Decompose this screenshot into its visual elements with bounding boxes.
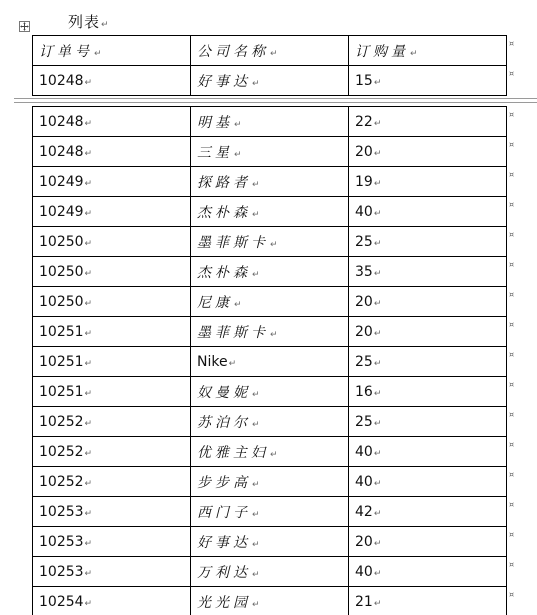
company-cell-text: 好事达 xyxy=(197,73,251,90)
cell-end-mark: ↵ xyxy=(84,298,93,309)
cell-end-mark: ↵ xyxy=(84,118,93,129)
company-cell[interactable] xyxy=(191,497,349,527)
quantity-cell-text: 25 xyxy=(355,413,373,430)
cell-end-mark: ↵ xyxy=(84,448,93,459)
company-cell[interactable] xyxy=(191,197,349,227)
cell-end-mark: ↵ xyxy=(84,328,93,339)
company-cell-text: 明基 xyxy=(197,114,233,131)
cell-end-mark: ↵ xyxy=(84,148,93,159)
cell-end-mark: ↵ xyxy=(373,358,382,369)
table-row xyxy=(33,527,507,557)
header-cell-company-text: 公司名称 xyxy=(197,43,269,60)
quantity-cell[interactable] xyxy=(349,467,507,497)
quantity-cell[interactable] xyxy=(349,167,507,197)
cell-end-mark: ↵ xyxy=(373,328,382,339)
row-end-mark: ¤ xyxy=(509,199,515,209)
order-id-cell[interactable] xyxy=(33,557,191,587)
cell-end-mark: ↵ xyxy=(84,598,93,609)
order-id-cell[interactable] xyxy=(33,317,191,347)
order-id-cell[interactable] xyxy=(33,407,191,437)
cell-end-mark: ↵ xyxy=(252,539,260,550)
row-end-mark: ¤ xyxy=(509,379,515,389)
quantity-cell[interactable] xyxy=(349,66,507,96)
row-end-mark: ¤ xyxy=(509,68,515,78)
company-cell[interactable] xyxy=(191,347,349,377)
order-id-cell-text: 10253 xyxy=(39,503,84,520)
order-id-cell-text: 10251 xyxy=(39,323,84,340)
company-cell-text: 步步高 xyxy=(197,474,251,491)
cell-end-mark: ↵ xyxy=(373,598,382,609)
order-id-cell[interactable] xyxy=(33,347,191,377)
company-cell-text: 杰朴森 xyxy=(197,264,251,281)
cell-end-mark: ↵ xyxy=(373,508,382,519)
table-row xyxy=(33,467,507,497)
table-row xyxy=(33,317,507,347)
quantity-cell[interactable] xyxy=(349,107,507,137)
table-row xyxy=(33,227,507,257)
cell-end-mark: ↵ xyxy=(84,77,93,88)
cell-end-mark: ↵ xyxy=(84,358,93,369)
cell-end-mark: ↵ xyxy=(270,449,278,460)
row-end-mark: ¤ xyxy=(509,259,515,269)
company-cell[interactable] xyxy=(191,407,349,437)
order-id-cell-text: 10248 xyxy=(39,72,84,89)
row-end-mark: ¤ xyxy=(509,109,515,119)
table-row xyxy=(33,107,507,137)
cell-end-mark: ↵ xyxy=(84,178,93,189)
order-id-cell[interactable] xyxy=(33,167,191,197)
row-end-mark: ¤ xyxy=(509,139,515,149)
table-row xyxy=(33,437,507,467)
quantity-cell[interactable] xyxy=(349,407,507,437)
company-cell[interactable] xyxy=(191,137,349,167)
cell-end-mark: ↵ xyxy=(252,269,260,280)
order-id-cell-text: 10249 xyxy=(39,203,84,220)
company-cell-text: 探路者 xyxy=(197,174,251,191)
paragraph-mark: ↵ xyxy=(101,20,110,30)
company-cell[interactable] xyxy=(191,227,349,257)
quantity-cell-text: 40 xyxy=(355,203,373,220)
cell-end-mark: ↵ xyxy=(252,599,260,610)
quantity-cell[interactable] xyxy=(349,257,507,287)
company-cell[interactable] xyxy=(191,467,349,497)
quantity-cell-text: 20 xyxy=(355,293,373,310)
row-end-mark: ¤ xyxy=(509,559,515,569)
company-cell-text: 优雅主妇 xyxy=(197,444,269,461)
order-id-cell-text: 10248 xyxy=(39,143,84,160)
cell-end-mark: ↵ xyxy=(373,298,382,309)
order-id-cell-text: 10248 xyxy=(39,113,84,130)
quantity-cell[interactable] xyxy=(349,437,507,467)
move-arrows-icon xyxy=(20,22,29,31)
cell-end-mark: ↵ xyxy=(84,208,93,219)
cell-end-mark: ↵ xyxy=(252,78,260,89)
quantity-cell-text: 42 xyxy=(355,503,373,520)
table-row xyxy=(33,557,507,587)
quantity-cell-text: 40 xyxy=(355,563,373,580)
cell-end-mark: ↵ xyxy=(373,178,382,189)
company-cell[interactable] xyxy=(191,287,349,317)
cell-end-mark: ↵ xyxy=(373,208,382,219)
cell-end-mark: ↵ xyxy=(373,448,382,459)
order-id-cell[interactable] xyxy=(33,107,191,137)
quantity-cell[interactable] xyxy=(349,557,507,587)
table-row xyxy=(33,137,507,167)
company-cell-text: 杰朴森 xyxy=(197,204,251,221)
quantity-cell-text: 35 xyxy=(355,263,373,280)
quantity-cell[interactable] xyxy=(349,137,507,167)
row-end-mark: ¤ xyxy=(509,589,515,599)
quantity-cell-text: 40 xyxy=(355,443,373,460)
cell-end-mark: ↵ xyxy=(373,538,382,549)
company-cell[interactable] xyxy=(191,107,349,137)
table-header-row xyxy=(33,36,507,66)
row-end-mark: ¤ xyxy=(509,529,515,539)
order-id-cell[interactable] xyxy=(33,467,191,497)
cell-end-mark: ↵ xyxy=(252,509,260,520)
header-cell-order-id[interactable] xyxy=(33,36,191,66)
row-end-mark: ¤ xyxy=(509,38,515,48)
table-row xyxy=(33,377,507,407)
quantity-cell-text: 25 xyxy=(355,233,373,250)
cell-end-mark: ↵ xyxy=(270,239,278,250)
order-table-part-1 xyxy=(32,35,507,96)
page-break-line-top xyxy=(14,98,537,99)
cell-end-mark: ↵ xyxy=(373,77,382,88)
cell-end-mark: ↵ xyxy=(252,419,260,430)
row-end-mark: ¤ xyxy=(509,289,515,299)
order-id-cell[interactable] xyxy=(33,197,191,227)
cell-end-mark: ↵ xyxy=(270,48,278,59)
order-id-cell-text: 10252 xyxy=(39,413,84,430)
company-cell[interactable] xyxy=(191,167,349,197)
quantity-cell-text: 40 xyxy=(355,473,373,490)
cell-end-mark: ↵ xyxy=(373,148,382,159)
cell-end-mark: ↵ xyxy=(234,119,242,130)
table-row xyxy=(33,66,507,96)
cell-end-mark: ↵ xyxy=(373,238,382,249)
table-row xyxy=(33,407,507,437)
company-cell-text: 三星 xyxy=(197,144,233,161)
cell-end-mark: ↵ xyxy=(252,389,260,400)
company-cell-text: 好事达 xyxy=(197,534,251,551)
company-cell[interactable] xyxy=(191,437,349,467)
order-id-cell-text: 10250 xyxy=(39,263,84,280)
table-caption[interactable] xyxy=(68,12,110,35)
row-end-mark: ¤ xyxy=(509,469,515,479)
company-cell-text: 墨菲斯卡 xyxy=(197,234,269,251)
order-id-cell-text: 10252 xyxy=(39,443,84,460)
order-id-cell-text: 10252 xyxy=(39,473,84,490)
cell-end-mark: ↵ xyxy=(373,388,382,399)
quantity-cell[interactable] xyxy=(349,347,507,377)
table-row xyxy=(33,257,507,287)
order-id-cell[interactable] xyxy=(33,497,191,527)
company-cell-text: 苏泊尔 xyxy=(197,414,251,431)
quantity-cell[interactable] xyxy=(349,527,507,557)
cell-end-mark: ↵ xyxy=(234,299,242,310)
order-id-cell-text: 10250 xyxy=(39,293,84,310)
cell-end-mark: ↵ xyxy=(84,268,93,279)
company-cell[interactable] xyxy=(191,527,349,557)
order-id-cell[interactable] xyxy=(33,257,191,287)
quantity-cell-text: 25 xyxy=(355,353,373,370)
table-row xyxy=(33,497,507,527)
quantity-cell[interactable] xyxy=(349,197,507,227)
quantity-cell[interactable] xyxy=(349,317,507,347)
order-id-cell-text: 10254 xyxy=(39,593,84,610)
quantity-cell-text: 16 xyxy=(355,383,373,400)
order-table-part-2 xyxy=(32,106,507,615)
cell-end-mark: ↵ xyxy=(84,388,93,399)
quantity-cell-text: 20 xyxy=(355,143,373,160)
table-row xyxy=(33,347,507,377)
cell-end-mark: ↵ xyxy=(373,568,382,579)
company-cell-text: 奴曼妮 xyxy=(197,384,251,401)
company-cell[interactable] xyxy=(191,317,349,347)
header-cell-company[interactable] xyxy=(191,36,349,66)
row-end-mark: ¤ xyxy=(509,319,515,329)
cell-end-mark: ↵ xyxy=(94,48,102,59)
table-row xyxy=(33,167,507,197)
company-cell[interactable] xyxy=(191,377,349,407)
quantity-cell[interactable] xyxy=(349,377,507,407)
row-end-mark: ¤ xyxy=(509,349,515,359)
caption-text: 列表 xyxy=(68,13,101,31)
company-cell-text: 墨菲斯卡 xyxy=(197,324,269,341)
cell-end-mark: ↵ xyxy=(234,149,242,160)
cell-end-mark: ↵ xyxy=(270,329,278,340)
row-end-mark: ¤ xyxy=(509,409,515,419)
cell-end-mark: ↵ xyxy=(84,508,93,519)
cell-end-mark: ↵ xyxy=(410,48,418,59)
company-cell[interactable] xyxy=(191,557,349,587)
order-id-cell[interactable] xyxy=(33,527,191,557)
cell-end-mark: ↵ xyxy=(252,569,260,580)
row-end-mark: ¤ xyxy=(509,169,515,179)
cell-end-mark: ↵ xyxy=(84,538,93,549)
company-cell-text: 尼康 xyxy=(197,294,233,311)
company-cell-text: 万利达 xyxy=(197,564,251,581)
order-id-cell-text: 10250 xyxy=(39,233,84,250)
quantity-cell[interactable] xyxy=(349,497,507,527)
order-id-cell[interactable] xyxy=(33,287,191,317)
table-row xyxy=(33,587,507,615)
table-move-handle[interactable] xyxy=(19,21,30,32)
cell-end-mark: ↵ xyxy=(84,568,93,579)
quantity-cell-text: 20 xyxy=(355,533,373,550)
order-id-cell-text: 10251 xyxy=(39,383,84,400)
table-row xyxy=(33,287,507,317)
company-cell-text: Nike xyxy=(197,353,228,370)
quantity-cell[interactable] xyxy=(349,227,507,257)
order-id-cell-text: 10253 xyxy=(39,533,84,550)
cell-end-mark: ↵ xyxy=(252,479,260,490)
order-id-cell-text: 10249 xyxy=(39,173,84,190)
cell-end-mark: ↵ xyxy=(252,209,260,220)
quantity-cell-text: 20 xyxy=(355,323,373,340)
quantity-cell-text: 19 xyxy=(355,173,373,190)
page-break-line-bottom xyxy=(14,102,537,103)
order-id-cell-text: 10253 xyxy=(39,563,84,580)
company-cell[interactable] xyxy=(191,66,349,96)
cell-end-mark: ↵ xyxy=(373,118,382,129)
order-id-cell[interactable] xyxy=(33,377,191,407)
order-id-cell-text: 10251 xyxy=(39,353,84,370)
quantity-cell-text: 21 xyxy=(355,593,373,610)
order-id-cell[interactable] xyxy=(33,227,191,257)
cell-end-mark: ↵ xyxy=(84,418,93,429)
cell-end-mark: ↵ xyxy=(252,179,260,190)
table-row xyxy=(33,197,507,227)
order-id-cell[interactable] xyxy=(33,437,191,467)
quantity-cell[interactable] xyxy=(349,587,507,615)
company-cell[interactable] xyxy=(191,257,349,287)
header-cell-quantity[interactable] xyxy=(349,36,507,66)
cell-end-mark: ↵ xyxy=(373,418,382,429)
cell-end-mark: ↵ xyxy=(228,358,237,369)
header-cell-quantity-text: 订购量 xyxy=(355,43,409,60)
company-cell-text: 西门子 xyxy=(197,504,251,521)
row-end-mark: ¤ xyxy=(509,439,515,449)
company-cell-text: 光光园 xyxy=(197,594,251,611)
row-end-mark: ¤ xyxy=(509,499,515,509)
header-cell-order-id-text: 订单号 xyxy=(39,43,93,60)
cell-end-mark: ↵ xyxy=(84,478,93,489)
order-id-cell[interactable] xyxy=(33,587,191,615)
order-id-cell[interactable] xyxy=(33,66,191,96)
company-cell[interactable] xyxy=(191,587,349,615)
quantity-cell-text: 15 xyxy=(355,72,373,89)
order-id-cell[interactable] xyxy=(33,137,191,167)
quantity-cell-text: 22 xyxy=(355,113,373,130)
cell-end-mark: ↵ xyxy=(373,268,382,279)
quantity-cell[interactable] xyxy=(349,287,507,317)
cell-end-mark: ↵ xyxy=(373,478,382,489)
row-end-mark: ¤ xyxy=(509,229,515,239)
cell-end-mark: ↵ xyxy=(84,238,93,249)
